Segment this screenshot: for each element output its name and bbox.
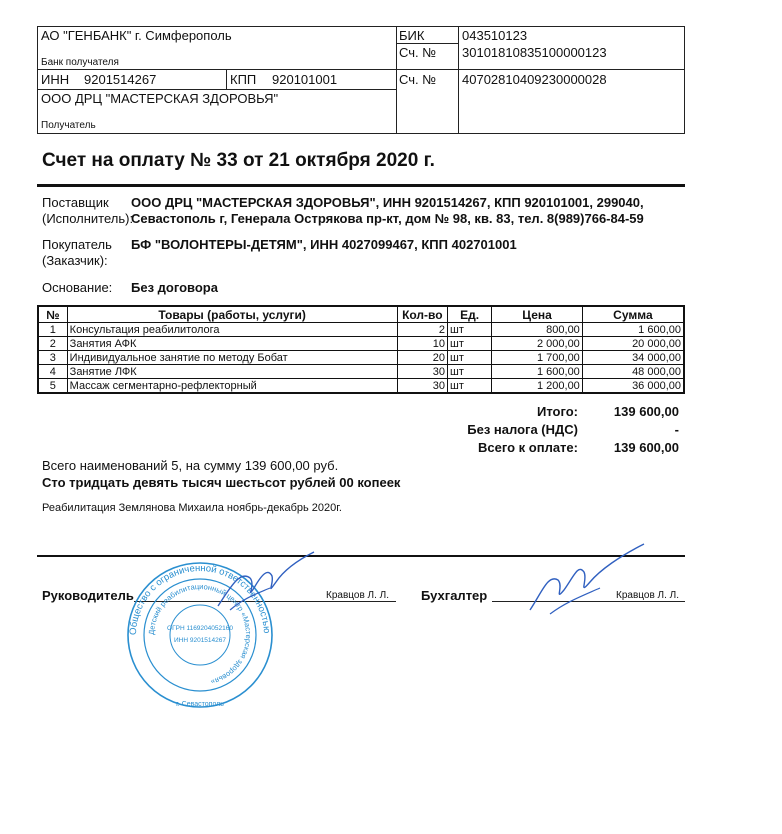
table-row <box>38 365 684 379</box>
row-name: Массаж сегментарно-рефлекторный <box>67 379 397 394</box>
nds-value: - <box>674 422 679 437</box>
summary-line: Всего наименований 5, на сумму 139 600,00 руб. <box>42 458 339 473</box>
row-unit: шт <box>448 351 492 365</box>
bik-value: 043510123 <box>462 28 528 43</box>
total-value: 139 600,00 <box>613 440 679 455</box>
row-qty: 30 <box>397 379 447 394</box>
table-row <box>38 379 684 394</box>
buyer-label: Покупатель <box>42 237 112 252</box>
row-qty: 2 <box>397 323 447 337</box>
corr-account-label: Сч. № <box>399 45 437 60</box>
summary-words: Сто тридцать девять тысяч шестьсот рублей 00 копеек <box>42 475 401 490</box>
table-header-row <box>38 306 684 323</box>
row-number: 4 <box>38 365 67 379</box>
invoice-title: Счет на оплату № 33 от 21 октября 2020 г. <box>42 150 435 171</box>
supplier-line-2: Севастополь г, Генерала Острякова пр-кт, дом № 98, кв. 83, тел. 8(989)766-84-59 <box>131 211 644 226</box>
inn-value: 9201514267 <box>84 72 157 87</box>
stamp-inner-text: Детский реабилитационный центр «Мастерская здоровья» <box>146 581 254 687</box>
stamp-city: г. Севастополь <box>176 701 224 708</box>
row-number: 3 <box>38 351 67 365</box>
head-label: Руководитель <box>42 588 134 603</box>
header-sum: Сумма <box>582 306 684 323</box>
row-qty: 30 <box>397 365 447 379</box>
row-qty: 10 <box>397 337 447 351</box>
supplier-line-1: ООО ДРЦ "МАСТЕРСКАЯ ЗДОРОВЬЯ", ИНН 9201514267, КПП 920101001, 299040, <box>131 195 644 210</box>
basis-label: Основание: <box>42 280 113 295</box>
header-goods: Товары (работы, услуги) <box>67 306 397 323</box>
total-label: Всего к оплате: <box>478 440 578 455</box>
bank-label: Банк получателя <box>41 57 119 68</box>
header-qty: Кол-во <box>397 306 447 323</box>
row-unit: шт <box>448 365 492 379</box>
corr-account-value: 30101810835100000123 <box>462 45 607 60</box>
row-name: Занятие ЛФК <box>67 365 397 379</box>
row-name: Индивидуальное занятие по методу Бобат <box>67 351 397 365</box>
row-price: 1 200,00 <box>492 379 583 394</box>
row-sum: 20 000,00 <box>582 337 684 351</box>
row-price: 1 600,00 <box>492 365 583 379</box>
header-number: № <box>38 306 67 323</box>
row-price: 800,00 <box>492 323 583 337</box>
row-sum: 1 600,00 <box>582 323 684 337</box>
goods-table <box>37 305 685 394</box>
kpp-label: КПП <box>230 72 257 87</box>
row-sum: 36 000,00 <box>582 379 684 394</box>
payment-note: Реабилитация Землянова Михаила ноябрь-декабрь 2020г. <box>42 502 342 514</box>
row-sum: 34 000,00 <box>582 351 684 365</box>
stamp-outer-text: Общество с ограниченной ответственностью <box>127 562 273 636</box>
account-label: Сч. № <box>399 72 437 87</box>
recipient-label: Получатель <box>41 120 96 131</box>
row-name: Консультация реабилитолога <box>67 323 397 337</box>
head-handwritten-signature <box>210 548 320 618</box>
head-name: Кравцов Л. Л. <box>326 590 389 601</box>
header-price: Цена <box>492 306 583 323</box>
itogo-value: 139 600,00 <box>613 404 679 419</box>
row-price: 2 000,00 <box>492 337 583 351</box>
recipient-name: ООО ДРЦ "МАСТЕРСКАЯ ЗДОРОВЬЯ" <box>41 91 279 106</box>
table-row <box>38 323 684 337</box>
basis-value: Без договора <box>131 280 218 295</box>
kpp-value: 920101001 <box>272 72 338 87</box>
row-unit: шт <box>448 323 492 337</box>
row-name: Занятия АФК <box>67 337 397 351</box>
bik-label: БИК <box>399 28 425 43</box>
accountant-handwritten-signature <box>520 540 650 620</box>
row-number: 5 <box>38 379 67 394</box>
row-price: 1 700,00 <box>492 351 583 365</box>
title-divider <box>37 184 685 187</box>
itogo-label: Итого: <box>537 404 578 419</box>
table-row <box>38 337 684 351</box>
stamp-ogrn: ОГРН 1169204052160 <box>167 625 233 632</box>
supplier-label-2: (Исполнитель): <box>42 211 134 226</box>
buyer-label-2: (Заказчик): <box>42 253 108 268</box>
row-number: 2 <box>38 337 67 351</box>
buyer-value: БФ "ВОЛОНТЕРЫ-ДЕТЯМ", ИНН 4027099467, КПП 402701001 <box>131 237 517 252</box>
stamp-inn: ИНН 9201514267 <box>173 637 227 644</box>
table-row <box>38 351 684 365</box>
account-value: 40702810409230000028 <box>462 72 607 87</box>
row-number: 1 <box>38 323 67 337</box>
bank-name: АО "ГЕНБАНК" г. Симферополь <box>41 28 232 43</box>
accountant-label: Бухгалтер <box>421 588 488 603</box>
nds-label: Без налога (НДС) <box>467 422 578 437</box>
row-sum: 48 000,00 <box>582 365 684 379</box>
row-unit: шт <box>448 337 492 351</box>
accountant-name: Кравцов Л. Л. <box>616 590 679 601</box>
row-unit: шт <box>448 379 492 394</box>
supplier-label: Поставщик <box>42 195 109 210</box>
header-unit: Ед. <box>448 306 492 323</box>
inn-label: ИНН <box>41 72 70 87</box>
row-qty: 20 <box>397 351 447 365</box>
